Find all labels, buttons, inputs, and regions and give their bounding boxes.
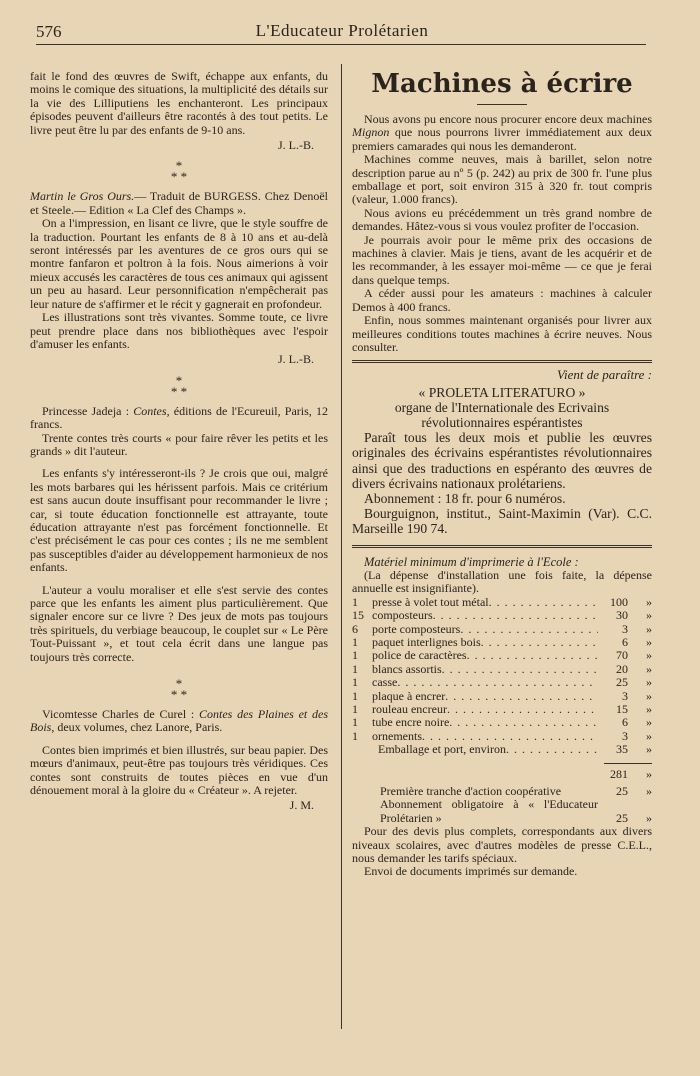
unit-mark: » xyxy=(646,742,652,757)
journal-title: L'Educateur Prolétarien xyxy=(255,21,429,40)
extra-label: Abonnement obligatoire à « l'Educateur Prolétarien » xyxy=(380,797,598,825)
machines-title: Machines à écrire xyxy=(371,69,633,99)
item-name: presse à volet tout métal xyxy=(372,594,489,609)
materiel-item xyxy=(352,623,652,636)
total-value: 281 xyxy=(610,766,628,781)
review-author: Princesse Jadeja : xyxy=(42,403,134,418)
item-qty: 1 xyxy=(352,702,358,717)
review-paragraph: Les enfants s'y intéresseront-ils ? Je crois que oui, malgré les mots barbares qui les hérissent parfois. Mais ce critérium est sans aucun doute insuffisant pour recommander le livre ; car, si toute éducation fonctionnelle est attrayante, toute éducation attrayante n'est pas forcément fonctionnelle. Et c'est précisément le cas pour ces contes ; ils ne me semblent pas susceptibles d'aider au développement harmonieux de nos enfants. xyxy=(30,466,328,575)
unit-mark: » xyxy=(646,766,652,781)
envoi-paragraph: Envoi de documents imprimés sur demande. xyxy=(364,864,578,879)
separator-stars: * * xyxy=(170,687,188,703)
proleta-title: « PROLETA LITERATURO » xyxy=(418,384,586,400)
review-heading xyxy=(30,190,328,217)
review-signature: J. L.-B. xyxy=(278,352,314,367)
review-reference: — Traduit de BURGESS. Chez Denoël et Steele.— Edition « La Clef des Champs ». xyxy=(30,189,329,217)
unit-mark: » xyxy=(646,728,652,743)
review-heading xyxy=(30,708,328,735)
review-paragraph: L'auteur a voulu moraliser et elle s'est servie des contes parce que les enfants les aiment plus particulièrement. Que signaler encore sur ce livre ? Des jeux de mots pas toujours très spirituels, du verbiage beaucoup, le couplet sur « Le Père Tout-Puissant », et tout cela écrit dans une langue pas toujours très correcte. xyxy=(30,582,328,664)
review-title: Contes des Plaines et des Bois xyxy=(30,707,329,735)
extra-price: 25 xyxy=(616,784,628,799)
item-price: 100 xyxy=(610,594,628,609)
proleta-announcement xyxy=(352,367,652,536)
section-separator xyxy=(30,158,328,185)
materiel-item xyxy=(352,596,652,609)
item-price: 6 xyxy=(622,715,628,730)
item-qty: 6 xyxy=(352,621,358,636)
extra-row xyxy=(352,798,652,825)
item-price: 3 xyxy=(622,728,628,743)
item-name: composteurs xyxy=(372,608,433,623)
unit-mark: » xyxy=(646,688,652,703)
review-heading xyxy=(30,405,328,432)
materiel-item xyxy=(352,703,652,716)
materiel-item xyxy=(352,730,652,743)
item-price: 3 xyxy=(622,621,628,636)
review-paragraph: Les illustrations sont très vivantes. Somme toute, ce livre peut prendre place dans nos bibliothèques avec l'espoir d'amuser les enfants. xyxy=(30,310,328,351)
title-rule xyxy=(477,104,527,105)
proleta-description: Paraît tous les deux mois et publie les œuvres originales des écrivains espérantistes révolutionnaires ainsi que des traductions en espéranto des œuvres de divers écrivains nationaux prolétariens. xyxy=(352,430,652,491)
item-qty: 1 xyxy=(352,688,358,703)
materiel-item xyxy=(352,649,652,662)
separator-star: * xyxy=(175,372,183,388)
separator-star: * xyxy=(175,676,183,692)
unit-mark: » xyxy=(646,648,652,663)
unit-mark: » xyxy=(646,810,652,825)
unit-mark: » xyxy=(646,702,652,717)
item-name: tube encre noire xyxy=(372,715,450,730)
unit-mark: » xyxy=(646,784,652,799)
machines-text: que nous pourrons livrer immédiatement aux deux premiers camarades qui nous les demanderont. xyxy=(352,125,652,153)
separator-stars: * * xyxy=(170,383,188,399)
unit-mark: » xyxy=(646,675,652,690)
unit-mark: » xyxy=(646,715,652,730)
item-name: plaque à encrer xyxy=(372,688,446,703)
right-column xyxy=(352,68,652,879)
item-name: porte composteurs xyxy=(372,621,461,636)
item-qty: 15 xyxy=(352,608,364,623)
item-price: 3 xyxy=(622,688,628,703)
column-divider xyxy=(341,64,342,1029)
unit-mark: » xyxy=(646,608,652,623)
proleta-subscription: Abonnement : 18 fr. pour 6 numéros. xyxy=(364,490,566,506)
materiel-list xyxy=(352,596,652,743)
review-reference: , deux volumes, chez Lanore, Paris. xyxy=(51,720,223,735)
intro-signature: J. L.-B. xyxy=(278,138,314,153)
proleta-subtitle: organe de l'Internationale des Ecrivains révolutionnaires espérantistes xyxy=(394,399,610,430)
materiel-item xyxy=(352,609,652,622)
item-qty: 1 xyxy=(352,594,358,609)
review-paragraph: Contes bien imprimés et bien illustrés, sur beau papier. Des mœurs d'animaux, peut-être pas toujours très véridiques. Ces contes sont construits de toutes pièces en vue d'un dénouement moral à la gloire du « Créateur ». A rejeter. xyxy=(30,742,328,798)
materiel-note: (La dépense d'installation une fois faite, la dépense annuelle est insignifiante). xyxy=(352,567,652,596)
item-price: 6 xyxy=(622,634,628,649)
item-name: paquet interlignes bois xyxy=(372,634,481,649)
extra-row xyxy=(352,785,652,798)
extra-label: Première tranche d'action coopérative xyxy=(380,784,562,799)
item-name: rouleau encreur xyxy=(372,702,447,717)
separator-stars: * * xyxy=(170,169,188,185)
machines-paragraph: Je pourrais avoir pour le même prix des occasions de machines à clavier. Mais je tiens, avant de les acquérir et de les recommander, à les essayer moi-même — ce que je ferai dans quelque temps. xyxy=(352,232,652,287)
separator-star: * xyxy=(175,158,183,174)
item-price: 25 xyxy=(616,675,628,690)
total-rule xyxy=(604,763,652,764)
new-release-label: Vient de paraître : xyxy=(557,367,652,383)
item-qty: 1 xyxy=(352,675,358,690)
review-signature: J. M. xyxy=(289,798,314,813)
item-qty: 1 xyxy=(352,661,358,676)
machines-text: Nous avons pu encore nous procurer encore deux machines xyxy=(364,112,652,126)
unit-mark: » xyxy=(646,634,652,649)
review-paragraph: On a l'impression, en lisant ce livre, que le style souffre de la traduction. Pourtant les enfants de 8 à 10 ans et au-delà seront intéressés par les aventures de ce gros ours qui se montre fanfaron et poltron à la fois. Nous aimerions à voir mieux accusés les caractères de tous ces animaux qui agissent un peu au hasard. Leur personnification n'empêcherait pas leur nature de s'affirmer et le récit y gagnerait en profondeur. xyxy=(30,216,328,311)
unit-mark: » xyxy=(646,621,652,636)
machines-paragraph: Enfin, nous sommes maintenant organisés pour livrer aux meilleures conditions toutes machines à écrire neuves. Nous consulter. xyxy=(352,313,652,354)
double-rule xyxy=(352,545,652,548)
materiel-item xyxy=(352,690,652,703)
total-row xyxy=(352,768,652,781)
item-price: 70 xyxy=(616,648,628,663)
materiel-item xyxy=(352,716,652,729)
intro-paragraph: fait le fond des œuvres de Swift, échappe aux enfants, du moins le comique des situations, la multiplicité des détails sur la vie des Lilliputiens les enchanteront. Les principaux épisodes peuvent d'ailleurs être racontés à des tout petits. Le livre peut être lu par des enfants de 9-10 ans. xyxy=(30,69,328,137)
item-name: blancs assortis xyxy=(372,661,442,676)
review-title: Martin le Gros Ours. xyxy=(30,189,135,204)
item-price: 15 xyxy=(616,702,628,717)
item-qty: 1 xyxy=(352,648,358,663)
section-separator xyxy=(30,372,328,399)
devis-paragraph: Pour des devis plus complets, correspondants aux divers niveaux scolaires, avec d'autres modèles de presse C.E.L., nous demander les tarifs spéciaux. xyxy=(352,824,652,866)
emballage-price: 35 xyxy=(616,742,628,757)
item-price: 20 xyxy=(616,661,628,676)
extra-price: 25 xyxy=(616,810,628,825)
item-name: casse xyxy=(372,675,398,690)
item-qty: 1 xyxy=(352,634,358,649)
emballage-row xyxy=(352,743,652,756)
double-rule xyxy=(352,360,652,363)
machines-paragraph: Machines comme neuves, mais à barillet, selon notre description parue au nº 5 (p. 242) au prix de 300 fr. l'une plus emballage et port, soit environ 315 à 320 fr. tout compris (valeur, 1.000 francs). xyxy=(352,152,652,207)
item-qty: 1 xyxy=(352,728,358,743)
unit-mark: » xyxy=(646,661,652,676)
page-number: 576 xyxy=(36,22,62,41)
review-reference: , éditions de l'Ecureuil, Paris, 12 francs. xyxy=(30,403,328,432)
machine-model: Mignon xyxy=(352,125,390,140)
unit-mark: » xyxy=(646,594,652,609)
proleta-address: Bourguignon, institut., Saint-Maximin (Var). C.C. Marseille 190 74. xyxy=(352,506,652,537)
review-title: Contes xyxy=(133,403,167,418)
item-name: police de caractères xyxy=(372,648,467,663)
item-name: ornements xyxy=(372,728,422,743)
materiel-item xyxy=(352,676,652,689)
emballage-label: Emballage et port, environ xyxy=(378,742,506,757)
materiel-item xyxy=(352,663,652,676)
page-header xyxy=(36,20,648,44)
item-qty: 1 xyxy=(352,715,358,730)
machines-paragraph: A céder aussi pour les amateurs : machines à calculer Demos à 400 francs. xyxy=(352,286,652,314)
section-separator xyxy=(30,676,328,703)
item-price: 30 xyxy=(616,608,628,623)
review-paragraph: Trente contes très courts « pour faire rêver les petits et les grands » dit l'auteur. xyxy=(30,430,328,458)
materiel-item xyxy=(352,636,652,649)
review-author: Vicomtesse Charles de Curel : xyxy=(42,707,200,722)
left-column xyxy=(30,70,328,813)
header-rule xyxy=(36,44,646,45)
machines-paragraph xyxy=(352,113,652,153)
machines-paragraph: Nous avions eu précédemment un très grand nombre de demandes. Hâtez-vous si vous voulez profiter de l'occasion. xyxy=(352,205,652,234)
materiel-title: Matériel minimum d'imprimerie à l'Ecole : xyxy=(364,554,579,569)
